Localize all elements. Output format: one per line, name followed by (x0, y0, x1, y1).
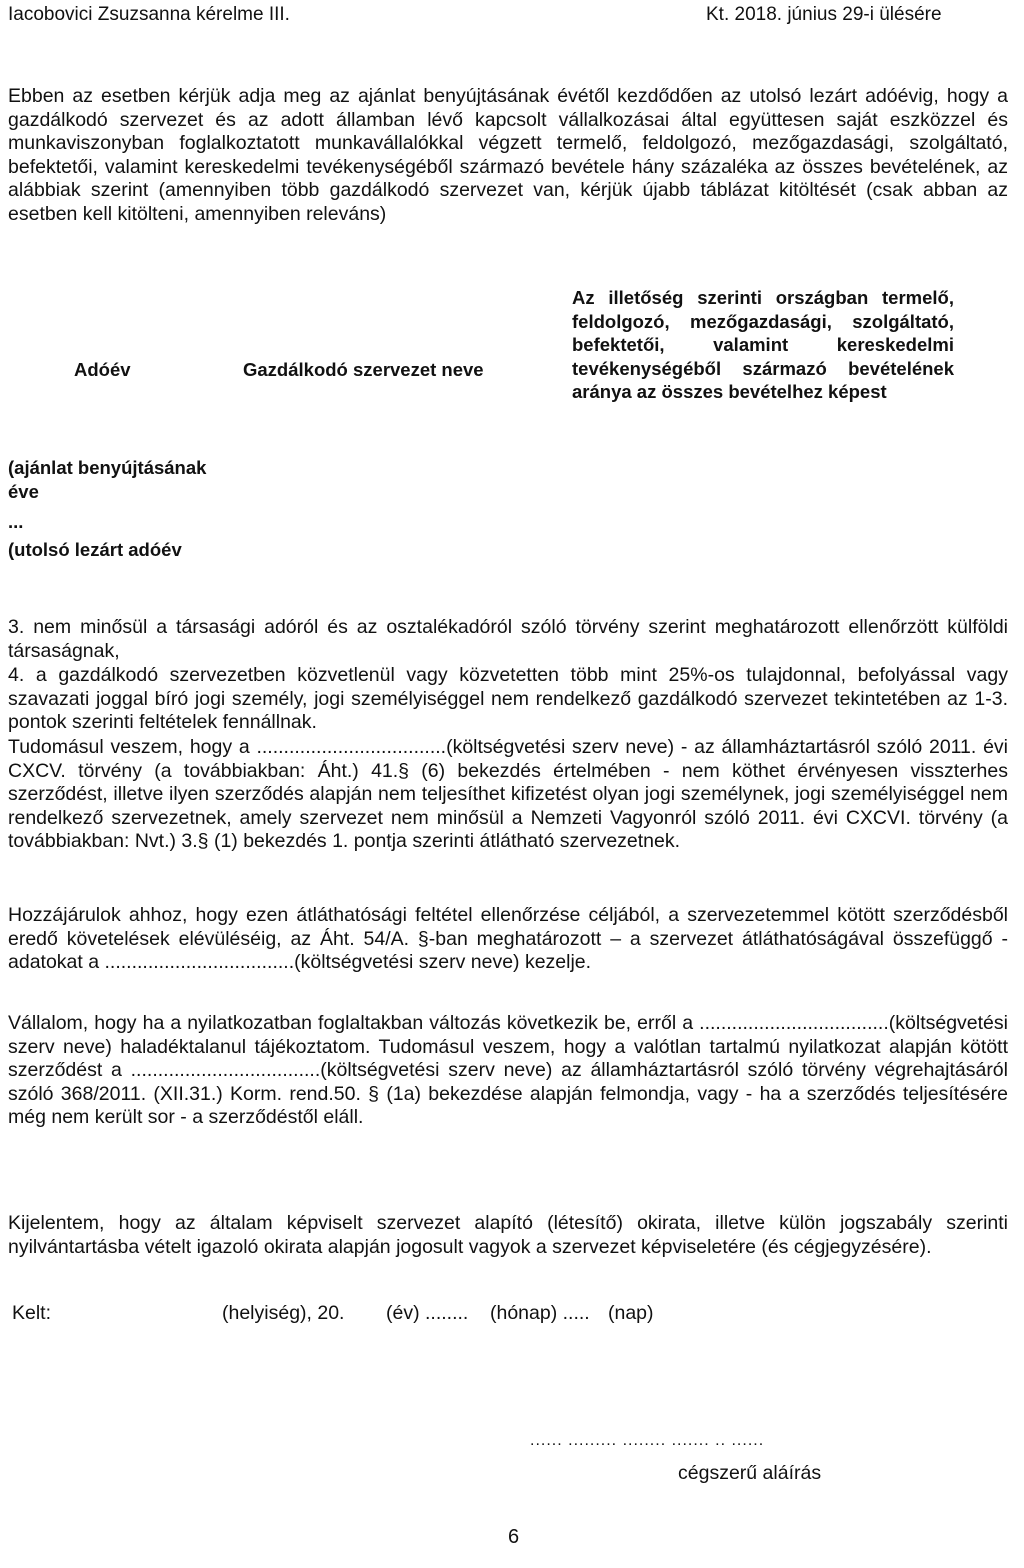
paragraph-kijelentem: Kijelentem, hogy az általam képviselt szervezet alapító (létesítő) okirata, illetve külön jogszabály szerinti nyilvántartásba vételt igazoló okirata alapján jogosult vagyok a szervezet képviseletére (és cégjegyzésére). (8, 1212, 1008, 1258)
signature-dots: ...... ......... ........ ....... .. ...... (530, 1432, 765, 1449)
kelt-place: (helyiség), 20. (222, 1302, 345, 1324)
page-number: 6 (508, 1526, 520, 1548)
paragraph-tudomasul: Tudomásul veszem, hogy a ...................................(költségvetési szerv neve) - az államháztartásról szóló 2011. évi CXCV. törvény (a továbbiakban: Áht.) 41.§ (6) bekezdés értelmében - nem köthet érvényesen visszterhes szerződést, illetve ilyen szerződés alapján nem teljesíthet kifizetést olyan jogi személynek, jogi személyiséggel nem rendelkező szervezetnek, amely szervezet nem minősül a Nemzeti Vagyonról szóló 2011. évi CXCVI. törvény (a továbbiakban: Nvt.) 3.§ (1) bekezdés 1. pontja szerinti átlátható szervezetnek. (8, 736, 1008, 852)
header-right: Kt. 2018. június 29-i ülésére (706, 4, 942, 25)
point-4: 4. a gazdálkodó szervezetben közvetlenül vagy közvetetten több mint 25%-os tulajdonnal, befolyással vagy szavazati joggal bíró jogi személy, jogi személyiséggel nem rendelkező gazdálkodó szervezet tekintetében az 1-3. pontok szerinti feltételek fennállnak. (8, 664, 1008, 733)
table-row-ellipsis: ... (8, 511, 24, 532)
table-row-utolso-adoev: (utolsó lezárt adóév (8, 539, 182, 560)
kelt-label: Kelt: (12, 1302, 52, 1324)
point-3: 3. nem minősül a társasági adóról és az osztalékadóról szóló törvény szerint meghatározott ellenőrzött külföldi társaságnak, (8, 616, 1008, 662)
signature-label: cégszerű aláírás (678, 1462, 822, 1484)
paragraph-vallalom: Vállalom, hogy ha a nyilatkozatban foglaltakban változás következik be, erről a ...................................(költségvetési szerv neve) haladéktalanul tájékoztatom. Tudomásul veszem, hogy a valótlan tartalmú nyilatkozat alapján kötött szerződést a ...................................(költségvetési szerv neve) az államháztartásról szóló törvény végrehajtásáról szóló 368/2011. (XII.31.) Korm. rend.50. § (1a) bekezdése alapján felmondja, vagy - ha a szerződés teljesítésére még nem került sor - a szerződéstől eláll. (8, 1012, 1008, 1128)
intro-paragraph: Ebben az esetben kérjük adja meg az ajánlat benyújtásának évétől kezdődően az utolsó lezárt adóévig, hogy a gazdálkodó szervezet és az adott államban lévő kapcsolt vállalkozásai által együttesen saját eszközzel és munkaviszonyban foglalkoztatott munkavállalókkal végzett termelő, feldolgozó, mezőgazdasági, szolgáltató, befektetői, valamint kereskedelmi tevékenységéből származó bevétele hány százaléka az összes bevételének, az alábbiak szerint (amennyiben több gazdálkodó szervezet van, kérjük újabb táblázat kitöltését (csak abban az esetben kell kitölteni, amennyiben releváns) (8, 85, 1008, 225)
table-col-arany-header: Az illetőség szerinti országban termelő, feldolgozó, mezőgazdasági, szolgáltató, befektetői, valamint kereskedelmi tevékenységéből származó bevételének aránya az összes bevételhez képest (572, 287, 954, 402)
kelt-month: (hónap) ..... (490, 1302, 590, 1324)
header-left: Iacobovici Zsuzsanna kérelme III. (8, 4, 290, 25)
kelt-year: (év) ........ (386, 1302, 469, 1324)
table-col-szervezet-header: Gazdálkodó szervezet neve (243, 359, 484, 380)
kelt-day: (nap) (608, 1302, 654, 1324)
paragraph-hozzajarulok: Hozzájárulok ahhoz, hogy ezen átláthatósági feltétel ellenőrzése céljából, a szervezetemmel kötött szerződésből eredő követelések elévüléséig, az Áht. 54/A. §-ban meghatározott – a szervezet átláthatóságával összefüggő - adatokat a ...................................(költségvetési szerv neve) kezelje. (8, 904, 1008, 973)
table-col-adoev-header: Adóév (74, 359, 131, 380)
table-row-ajanlat-eve: (ajánlat benyújtásának éve (8, 457, 207, 502)
